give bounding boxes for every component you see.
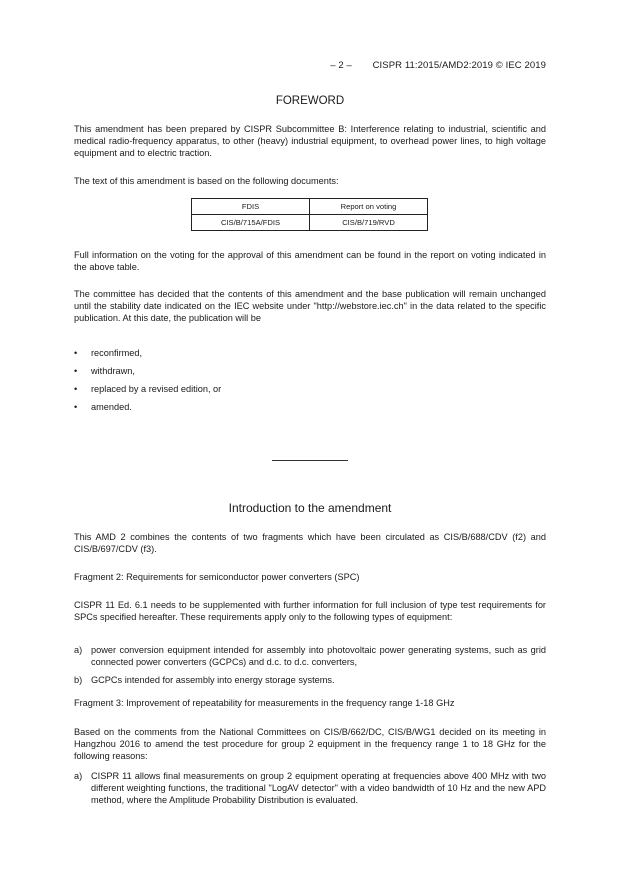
list-item-label: a) (74, 645, 83, 655)
voting-table-cell-rvd: CIS/B/719/RVD (310, 215, 428, 231)
intro-paragraph-2: CISPR 11 Ed. 6.1 needs to be supplemented with further information for full inclusion of type test requirements for SPCs specified hereafter. These requirements apply only to the following types of equipment: (74, 600, 546, 623)
bullet-text: replaced by a revised edition, or (91, 384, 222, 394)
page-header (330, 60, 546, 71)
bullet-icon: • (74, 366, 78, 376)
page-number: – 2 – (330, 60, 352, 71)
foreword-paragraph-1: This amendment has been prepared by CISPR Subcommittee B: Interference relating to industrial, scientific and medical radio-frequency apparatus, to other (heavy) industrial equipment, to overhead power lines, to high voltage equipment and to electric traction. (74, 124, 546, 159)
list-item (74, 770, 546, 807)
list-item-text: power conversion equipment intended for assembly into photovoltaic power generating systems, such as grid connected power converters (GCPCs) and d.c. to d.c. converters, (91, 645, 546, 668)
bullet-icon: • (74, 348, 78, 358)
list-item-text: CISPR 11 allows final measurements on group 2 equipment operating at frequencies above 400 MHz with two different weighting functions, the traditional "LogAV detector" with a video bandwidth of 10 Hz and the new APD method, where the Amplitude Probability Distribution is evaluated. (91, 771, 546, 806)
foreword-paragraph-3: Full information on the voting for the approval of this amendment can be found in the report on voting indicated in the above table. (74, 250, 546, 273)
voting-table-header-row (192, 199, 428, 215)
intro-paragraph-3: Based on the comments from the National Committees on CIS/B/662/DC, CIS/B/WG1 decided on its meeting in Hangzhou 2016 to amend the test procedure for group 2 equipment in the frequency range 1 to 18 GHz for the following reasons: (74, 727, 546, 762)
bullet-icon: • (74, 384, 78, 394)
fragment-3-heading: Fragment 3: Improvement of repeatability for measurements in the frequency range 1-18 GHz (74, 698, 455, 708)
foreword-paragraph-4: The committee has decided that the contents of this amendment and the base publication will remain unchanged until the stability date indicated on the IEC website under "http://webstore.iec.ch" in the data related to the specific publication. At this date, the publication will be (74, 289, 546, 324)
section-divider (272, 460, 348, 461)
bullet-text: withdrawn, (91, 366, 135, 376)
fragment-2-heading: Fragment 2: Requirements for semiconductor power converters (SPC) (74, 572, 360, 582)
bullet-text: amended. (91, 402, 132, 412)
table-row (192, 215, 428, 231)
bullet-icon: • (74, 402, 78, 412)
intro-paragraph-1: This AMD 2 combines the contents of two fragments which have been circulated as CIS/B/688/CDV (f2) and CIS/B/697/CDV (f3). (74, 532, 546, 555)
introduction-title: Introduction to the amendment (228, 501, 392, 515)
list-item (74, 644, 546, 668)
voting-table-header-fdis: FDIS (192, 199, 310, 215)
voting-table (191, 198, 428, 231)
bullet-text: reconfirmed, (91, 348, 143, 358)
list-item (74, 674, 546, 686)
foreword-title: FOREWORD (275, 95, 345, 107)
foreword-paragraph-2: The text of this amendment is based on the following documents: (74, 176, 339, 186)
list-item-label: b) (74, 675, 83, 685)
voting-table-cell-fdis: CIS/B/715A/FDIS (192, 215, 310, 231)
voting-table-header-report: Report on voting (310, 199, 428, 215)
document-reference: CISPR 11:2015/AMD2:2019 © IEC 2019 (372, 60, 546, 71)
list-item-text: GCPCs intended for assembly into energy storage systems. (91, 675, 335, 685)
list-item-label: a) (74, 771, 83, 781)
